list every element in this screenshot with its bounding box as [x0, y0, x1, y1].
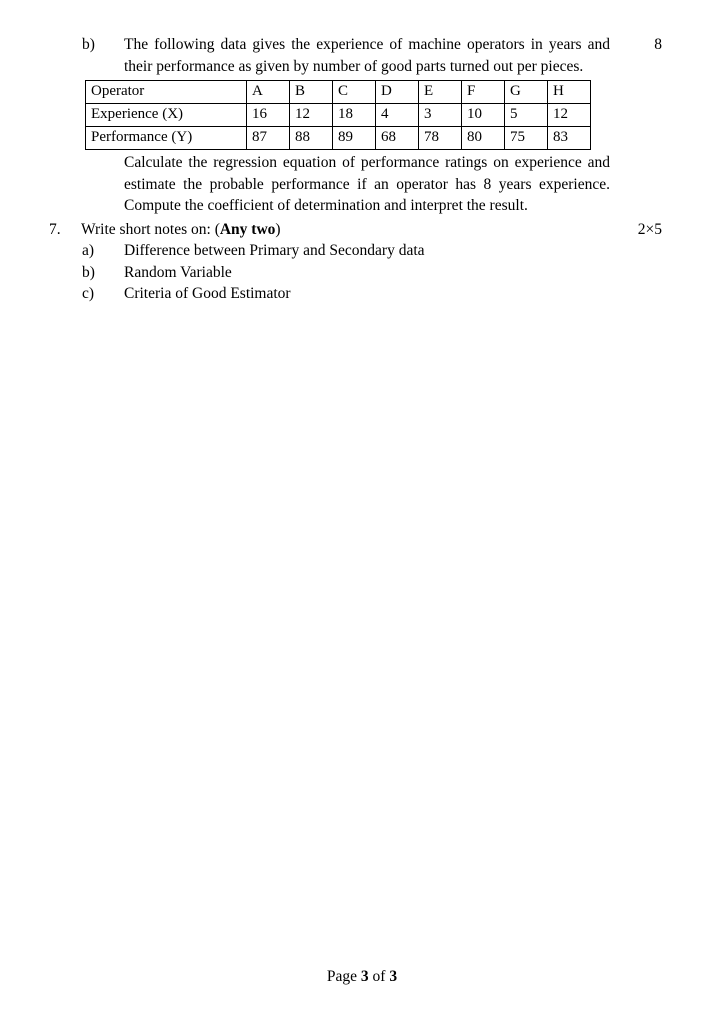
cell: 78	[419, 127, 462, 150]
cell: 89	[333, 127, 376, 150]
row-label: Performance (Y)	[86, 127, 247, 150]
cell: 83	[548, 127, 591, 150]
footer-middle: of	[368, 968, 390, 985]
cell: H	[548, 81, 591, 104]
cell: 88	[290, 127, 333, 150]
question-7-item-b	[82, 262, 662, 284]
question-7-header	[47, 219, 662, 241]
question-7-title-bold: Any two	[219, 220, 276, 238]
row-label: Experience (X)	[86, 104, 247, 127]
cell: E	[419, 81, 462, 104]
question-7-item-a	[82, 240, 662, 262]
cell: 18	[333, 104, 376, 127]
cell: 4	[376, 104, 419, 127]
question-b-followup-text: Calculate the regression equation of performance ratings on experience and estimate the probable performance if an operator has 8 years experience. Compute the coefficient of determination and interpret the result.	[124, 154, 610, 214]
cell: 3	[419, 104, 462, 127]
question-7-title-before: Write short notes on: (	[81, 220, 220, 238]
question-b-text: The following data gives the experience of machine operators in years and their performance as given by number of good parts turned out per pieces.	[124, 36, 610, 75]
question-7-marks: 2×5	[637, 220, 662, 238]
question-7-item-c	[82, 283, 662, 305]
cell: A	[247, 81, 290, 104]
item-label: c)	[82, 285, 95, 302]
cell: 80	[462, 127, 505, 150]
cell: 68	[376, 127, 419, 150]
question-b-label: b)	[82, 36, 95, 53]
table-row	[86, 81, 591, 104]
cell: B	[290, 81, 333, 104]
cell: 12	[548, 104, 591, 127]
table-row	[86, 104, 591, 127]
cell: C	[333, 81, 376, 104]
cell: 75	[505, 127, 548, 150]
cell: 5	[505, 104, 548, 127]
cell: 12	[290, 104, 333, 127]
data-table-wrapper	[85, 80, 662, 150]
question-7	[47, 219, 662, 305]
cell: G	[505, 81, 548, 104]
item-text: Difference between Primary and Secondary data	[124, 242, 425, 259]
footer-prefix: Page	[326, 968, 361, 985]
cell: 10	[462, 104, 505, 127]
question-b	[82, 34, 662, 77]
item-label: a)	[82, 242, 95, 259]
item-text: Criteria of Good Estimator	[124, 285, 291, 302]
row-label: Operator	[86, 81, 247, 104]
footer-current-page: 3	[360, 968, 369, 985]
table-row	[86, 127, 591, 150]
cell: D	[376, 81, 419, 104]
cell: 16	[247, 104, 290, 127]
cell: F	[462, 81, 505, 104]
experience-performance-table	[85, 80, 591, 150]
question-b-followup	[82, 152, 662, 217]
item-label: b)	[82, 263, 95, 281]
item-text: Random Variable	[124, 263, 232, 281]
cell: 87	[247, 127, 290, 150]
question-7-number: 7.	[49, 220, 61, 238]
footer-total-pages: 3	[389, 968, 398, 985]
question-7-title	[81, 219, 281, 241]
page-footer	[0, 968, 724, 986]
question-b-marks: 8	[654, 36, 662, 53]
question-7-title-after: )	[275, 220, 281, 238]
